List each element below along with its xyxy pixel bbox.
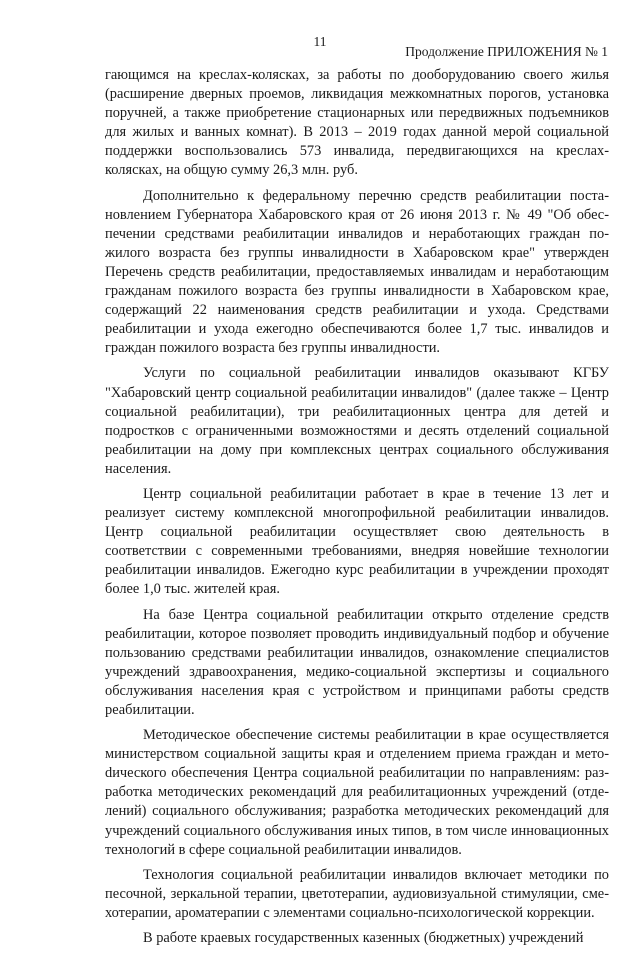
paragraph-rehab-list: Дополнительно к федеральному перечню средств реабилитации постановлением Губернатора Хабаровского края от 26 июня 2013 г. № 49 "Об обеспечении средствами реабилитации инвалидов и неработающих граждан пожилого возраста без группы инвалидности в Хабаровском крае" утвержден Перечень средств реабилитации, предоставляемых инвалидам и неработающим гражданам пожилого возраста без группы инвалидности в Хабаровском крае, содержащий 22 наименования средств реабилитации и ухода. Средствами реабилитации и ухода ежегодно обеспечиваются более 1,7 тыс. инвалидов и граждан пожилого возраста без группы инвалидности. [105,187,609,357]
document-body [105,66,609,954]
paragraph-continuation: гающимся на креслах-колясках, за работы по дооборудованию своего жилья (расширение дверных проемов, ликвидация межкомнатных порогов, установка поручней, а также приобретение стационарных или передвижных подъемников для жилых и ванных комнат). В 2013 – 2019 годах данной мерой социальной поддержки воспользовались 573 инвалида, передвигающихся на креслах-колясках, на общую сумму 26,3 млн. руб. [105,67,609,179]
paragraph-rehab-services: Услуги по социальной реабилитации инвалидов оказывают КГБУ "Хабаровский центр социальной реабилитации инвалидов" (далее также – Центр социальной реабилитации), три реабилитационных центра для детей и подростков с ограниченными возможностями и десять отделений социальной реабилитации на дому при комплексных центрах социального обслуживания населения. [105,365,609,477]
paragraph-rehab-technology: Технология социальной реабилитации инвалидов включает методики по песочной, зеркальной терапии, цветотерапии, аудиовизуальной стимуляции, смехотерапии, ароматерапии с элементами социально-психологической коррекции. [105,866,609,921]
paragraph-methodical-support: Методическое обеспечение системы реабилитации в крае осуществляется министерством социальной защиты края и отделением приема граждан и метоdического обеспечения Центра социальной реабилитации по направлениям: разработка методических рекомендаций для реабилитационных учреждений (отделений) социального обслуживания; разработка методических рекомендаций для учреждений социального обслуживания иных типов, в том числе инновационных технологий в сфере социальной реабилитации инвалидов. [105,727,609,858]
running-head: Продолжение ПРИЛОЖЕНИЯ № 1 [405,44,608,59]
paragraph-rehab-equipment-dept: На базе Центра социальной реабилитации открыто отделение средств реабилитации, которое позволяет проводить индивидуальный подбор и обучение пользованию средствами реабилитации инвалидов, ознакомление специалистов учреждений здравоохранения, медико-социальной экспертизы и социального обслуживания населения края с устройством и принципами работы средств реабилитации. [105,606,609,718]
paragraph-regional-institutions: В работе краевых государственных казенных (бюджетных) учреждений [143,930,584,947]
paragraph-rehab-center: Центр социальной реабилитации работает в крае в течение 13 лет и реализует систему комплексной многопрофильной реабилитации инвалидов. Центр социальной реабилитации осуществляет свою деятельность в соответствии с современными требованиями, внедряя новейшие технологии реабилитации инвалидов. Ежегодно курс реабилитации в учреждении проходят более 1,0 тыс. жителей края. [105,485,609,598]
page-number: 11 [313,34,327,49]
